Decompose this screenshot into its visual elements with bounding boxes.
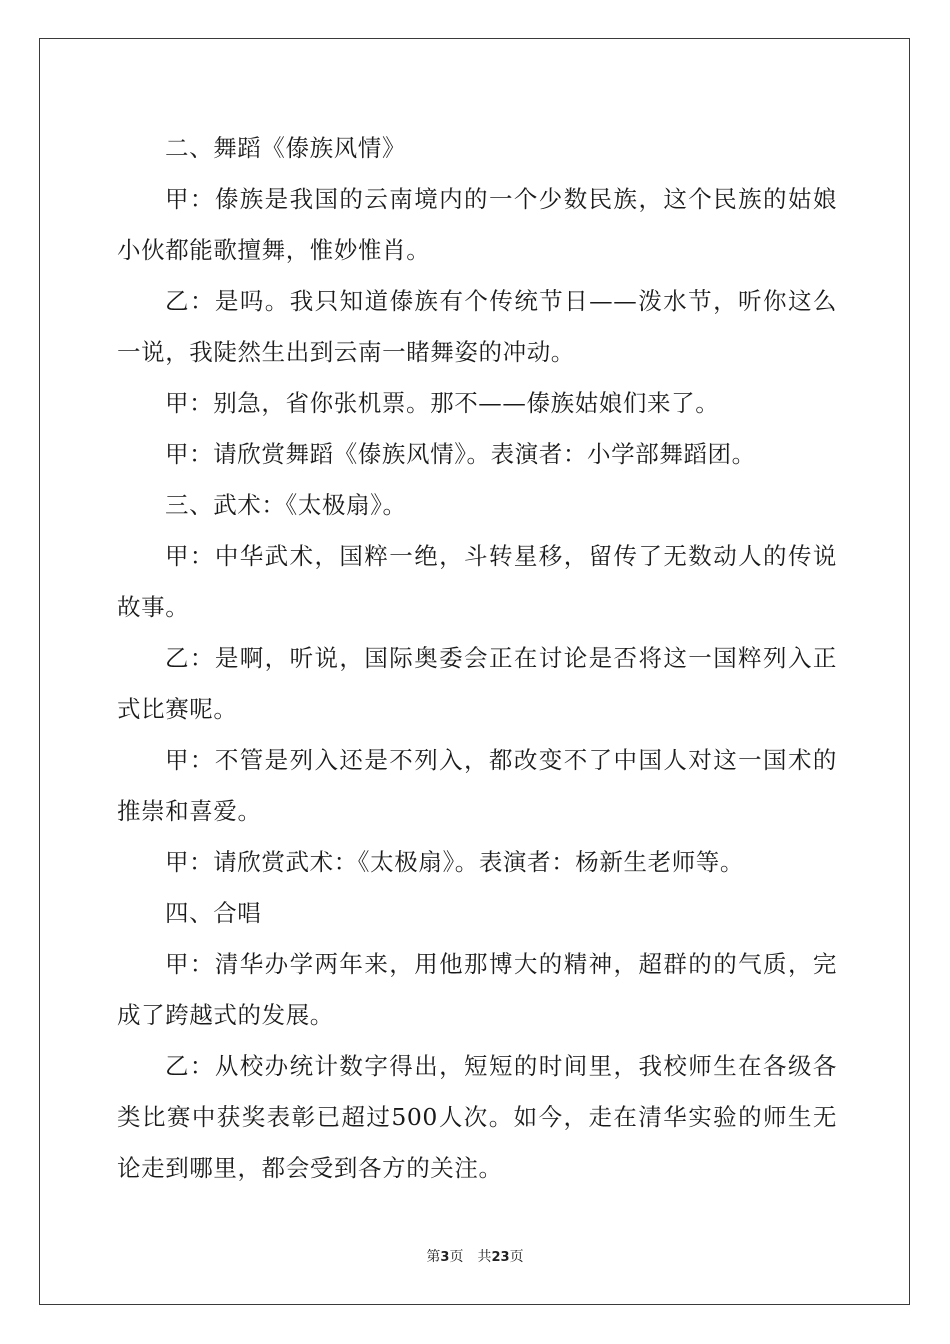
document-body (117, 123, 837, 1194)
page-unit: 页 (449, 1249, 464, 1265)
dialogue-paragraph: 乙：是吗。我只知道傣族有个传统节日——泼水节，听你这么一说，我陡然生出到云南一睹舞姿的冲动。 (117, 287, 837, 366)
section-heading-chorus: 四、合唱 (165, 899, 262, 927)
total-prefix: 共 (477, 1249, 492, 1265)
page-prefix: 第 (426, 1249, 441, 1265)
dialogue-paragraph: 甲：傣族是我国的云南境内的一个少数民族，这个民族的姑娘小伙都能歌擅舞，惟妙惟肖。 (117, 185, 837, 264)
dialogue-paragraph: 甲：中华武术，国粹一绝，斗转星移，留传了无数动人的传说故事。 (117, 542, 837, 621)
page-footer (0, 1246, 950, 1266)
total-unit: 页 (509, 1249, 524, 1265)
dialogue-paragraph: 甲：不管是列入还是不列入，都改变不了中国人对这一国术的推崇和喜爱。 (117, 746, 837, 825)
dialogue-paragraph: 甲：清华办学两年来，用他那博大的精神，超群的的气质，完成了跨越式的发展。 (117, 950, 837, 1029)
dialogue-paragraph: 乙：从校办统计数字得出，短短的时间里，我校师生在各级各类比赛中获奖表彰已超过500人次。如今，走在清华实验的师生无论走到哪里，都会受到各方的关注。 (117, 1052, 837, 1182)
dialogue-paragraph: 乙：是啊，听说，国际奥委会正在讨论是否将这一国粹列入正式比赛呢。 (117, 644, 837, 723)
dialogue-paragraph: 甲：别急，省你张机票。那不——傣族姑娘们来了。 (165, 389, 720, 417)
current-page-number: 3 (440, 1250, 450, 1265)
section-heading-martial-arts: 三、武术：《太极扇》。 (165, 491, 407, 519)
dialogue-paragraph: 甲：请欣赏武术：《太极扇》。表演者：杨新生老师等。 (165, 848, 744, 876)
dialogue-paragraph: 甲：请欣赏舞蹈《傣族风情》。表演者：小学部舞蹈团。 (165, 440, 756, 468)
section-heading-dance: 二、舞蹈《傣族风情》 (165, 134, 406, 162)
total-page-number: 23 (491, 1250, 510, 1265)
